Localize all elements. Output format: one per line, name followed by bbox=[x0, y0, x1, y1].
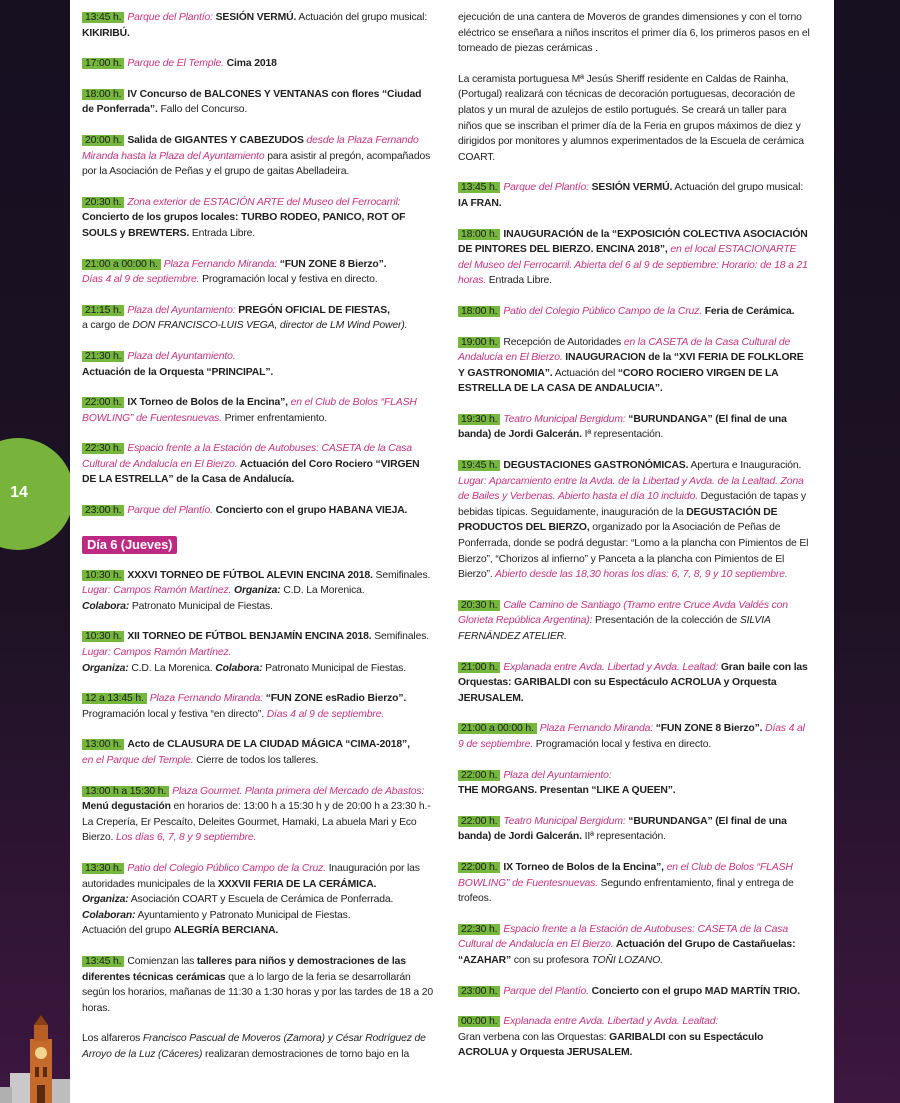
event-entry bbox=[82, 503, 434, 519]
event-text: Programación local y festiva en directo. bbox=[533, 738, 712, 750]
event-place: Plaza del Ayuntamiento: bbox=[503, 769, 612, 781]
event-place: Plaza Gourmet. Planta primera del Mercado de Abastos: bbox=[172, 785, 425, 797]
event-text: Iª representación. bbox=[581, 429, 664, 441]
event-place: Patio del Colegio Público Campo de la Cruz. bbox=[503, 305, 702, 317]
event-text: organizado por la Asociación de Peñas de Ponferrada, donde se podrá degustar: “Lomo a la plancha con Pimientos de El Bierzo”, “Chorizos al infierno” y Panceta a la plancha con Pimientos de El Bierzo”. bbox=[458, 522, 809, 581]
event-place: Explanada entre Avda. Libertad y Avda. Lealtad: bbox=[503, 1016, 719, 1028]
event-title: SESIÓN VERMÚ. bbox=[212, 12, 297, 23]
event-place: Lugar: Aparcamiento entre la Avda. de la Libertad y Avda. de la Lealtad. Zona de Bailes y Verbenas. Abierto hasta el día 10 incluido. bbox=[458, 475, 804, 503]
event-place: Plaza del Ayuntamiento. bbox=[127, 350, 236, 362]
event-time: 19:00 h. bbox=[458, 337, 500, 348]
event-time: 21:00 a 00:00 h. bbox=[458, 723, 537, 734]
event-entry bbox=[82, 784, 434, 846]
event-time: 13:45 h. bbox=[458, 182, 500, 193]
event-time: 21:00 h. bbox=[458, 662, 500, 673]
event-entry bbox=[458, 598, 810, 645]
event-entry bbox=[82, 861, 434, 939]
event-entry bbox=[82, 87, 434, 118]
event-text: Inauguración por las autoridades municipales de la bbox=[82, 862, 420, 890]
event-entry bbox=[458, 10, 810, 57]
event-text: C.D. La Morenica. bbox=[128, 662, 213, 674]
event-entry bbox=[458, 922, 810, 969]
event-time: 22:00 h. bbox=[82, 397, 124, 408]
event-text: Asociación COART y Escuela de Cerámica de Ponferrada. bbox=[128, 894, 394, 906]
event-title: SESIÓN VERMÚ. bbox=[588, 182, 673, 194]
event-entry bbox=[458, 304, 810, 320]
event-text: Presentación de la colección de bbox=[592, 615, 740, 627]
event-title: DEGUSTACIONES GASTRONÓMICAS. bbox=[503, 460, 689, 472]
event-role-label: Organiza: bbox=[231, 585, 281, 597]
event-place: Días 4 al 9 de septiembre. bbox=[82, 274, 200, 286]
event-entry bbox=[82, 303, 434, 334]
event-name: TOÑI LOZANO. bbox=[591, 954, 663, 966]
event-time: 10:30 h. bbox=[82, 570, 124, 581]
event-role-label: Organiza: bbox=[82, 662, 129, 674]
event-time: 18:00 h. bbox=[458, 306, 500, 317]
clock-tower-illustration bbox=[0, 1015, 72, 1103]
event-title: Acto de CLAUSURA DE LA CIUDAD MÁGICA “CIMA-2018”, bbox=[127, 739, 410, 751]
event-text: Entrada Libre. bbox=[485, 275, 552, 287]
event-place: Parque del Plantío: bbox=[503, 182, 589, 194]
event-place: Plaza Fernando Miranda: bbox=[539, 723, 653, 735]
event-text: Fallo del Concurso. bbox=[157, 104, 248, 116]
event-time: 23:00 h. bbox=[458, 986, 500, 997]
event-title: Actuación de la Orquesta “PRINCIPAL”. bbox=[82, 366, 274, 378]
event-time: 22:00 h. bbox=[458, 862, 500, 873]
event-place: en el Club de Bolos “FLASH BOWLING” de Fuentesnuevas. bbox=[458, 861, 793, 889]
event-place: Parque de El Temple. bbox=[127, 58, 224, 70]
event-text: para asistir al pregón, acompañados por la Asociación de Peñas y el grupo de gaitas Abelladeira. bbox=[82, 150, 431, 178]
event-entry bbox=[458, 1014, 810, 1061]
event-text: Cierre de todos los talleres. bbox=[193, 755, 319, 766]
event-entry bbox=[82, 395, 434, 426]
event-text: Los alfareros bbox=[82, 1033, 143, 1045]
event-time: 21:30 h. bbox=[82, 351, 124, 362]
event-entry bbox=[82, 1031, 434, 1062]
event-time: 13:45 h. bbox=[82, 12, 124, 23]
event-name: SILVIA FERNÁNDEZ ATELIER. bbox=[458, 615, 771, 642]
event-title: INAUGURACIÓN de la “EXPOSICIÓN COLECTIVA ASOCIACIÓN DE PINTORES DEL BIERZO. ENCINA 2018”, bbox=[458, 228, 808, 256]
event-text: a cargo de bbox=[82, 320, 133, 332]
event-place: en el local ESTACIONARTE del Museo del Ferrocarril. Abierta del 6 al 9 de septiembre: Horario: de 18 a 21 horas. bbox=[458, 244, 808, 287]
event-title: “FUN ZONE 8 Bierzo”. bbox=[276, 258, 387, 270]
event-text: Programación local y festiva “en directo”. bbox=[82, 708, 264, 720]
event-time: 00:00 h. bbox=[458, 1016, 500, 1027]
event-text: Primer enfrentamiento. bbox=[221, 412, 328, 424]
event-place: Parque del Plantío. bbox=[127, 505, 213, 517]
event-place: Zona exterior de ESTACIÓN ARTE del Museo del Ferrocarril: bbox=[127, 196, 401, 208]
event-entry bbox=[82, 257, 434, 288]
event-title: Concierto con el grupo MAD MARTÍN TRIO. bbox=[588, 985, 800, 997]
day-header: Día 6 (Jueves) bbox=[82, 536, 177, 554]
event-place: Abierto desde las 18,30 horas los días: 6, 7, 8, 9 y 10 septiembre. bbox=[492, 569, 788, 581]
left-column bbox=[82, 10, 434, 1078]
event-place: Explanada entre Avda. Libertad y Avda. Lealtad: bbox=[503, 661, 719, 673]
event-place: Plaza Fernando Miranda: bbox=[163, 258, 277, 270]
event-text: Actuación del grupo musical: bbox=[672, 182, 804, 194]
event-title: Cima 2018 bbox=[223, 58, 277, 70]
event-role-label: Colabora: bbox=[82, 600, 130, 612]
event-time: 23:00 h. bbox=[82, 505, 124, 516]
event-entry bbox=[458, 660, 810, 707]
event-title: Concierto con el grupo HABANA VIEJA. bbox=[212, 505, 408, 517]
event-place: Espacio frente a la Estación de Autobuses: CASETA de la Casa Cultural de Andalucía en El Bierzo. bbox=[82, 443, 412, 470]
event-entry bbox=[458, 860, 810, 907]
event-place: Patio del Colegio Público Campo de la Cruz. bbox=[127, 862, 326, 874]
page-number: 14 bbox=[10, 484, 28, 501]
event-title: GARIBALDI con su Espectáculo ACROLUA y Orquesta JERUSALEM. bbox=[458, 1031, 764, 1059]
event-title: Actuación del Coro Rociero “VIRGEN DE LA ESTRELLA” de la Casa de Andalucía. bbox=[82, 458, 420, 486]
event-title: Salida de GIGANTES Y CABEZUDOS bbox=[127, 134, 307, 146]
event-text: Actuación del grupo musical: bbox=[296, 12, 428, 23]
event-place: en la CASETA de la Casa Cultural de Andalucía en El Bierzo. bbox=[458, 336, 791, 364]
event-time: 20:00 h. bbox=[82, 135, 124, 146]
event-title: Feria de Cerámica. bbox=[701, 305, 795, 317]
event-time: 13:00 h. bbox=[82, 739, 124, 750]
event-entry bbox=[82, 349, 434, 380]
event-role-label: Colaboran: bbox=[82, 909, 136, 921]
event-text: C.D. La Morenica. bbox=[280, 585, 365, 597]
event-text: en horarios de: 13:00 h a 15:30 h y de 20:00 h a 23:30 h.- La Crepería, Er Pescaíto, Deleites Gourmet, Hamaki, La abuela Mari y Eco Bierzo. bbox=[82, 801, 431, 844]
event-title: INAUGURACION de la “XVI FERIA DE FOLKLORE Y GASTRONOMIA”. bbox=[458, 352, 804, 379]
event-title: “FUN ZONE 8 Bierzo”. bbox=[652, 723, 763, 735]
event-text: que a lo largo de la feria se desarrollarán según los horarios, mañanas de 11:30 a 1:30 horas y por las tardes de 18 a 20 horas. bbox=[82, 971, 434, 1014]
event-text: La ceramista portuguesa Mª Jesús Sheriff residente en Caldas de Rainha, (Portugal) realizará con técnicas de decoración portuguesas, decoración de platos y un mural de azulejos de estilo portugués. Se creará un taller para niños que se inscriban el primer día de la Feria en grupos máximos de diez y dirigidos por monitores y alumnos experimentados de la Escuela de cerámica COART. bbox=[458, 73, 804, 163]
event-entry bbox=[82, 133, 434, 180]
event-time: 22:30 h. bbox=[458, 924, 500, 935]
event-text: Gran verbena con las Orquestas: bbox=[458, 1031, 610, 1043]
event-title: “CORO ROCIERO VIRGEN DE LA ESTRELLA DE LA CASA DE ANDALUCIA”. bbox=[458, 367, 779, 395]
event-entry bbox=[82, 954, 434, 1016]
event-title: IA FRAN. bbox=[458, 197, 502, 209]
event-title: Actuación del Grupo de Castañuelas: “AZAHAR” bbox=[458, 939, 796, 966]
event-place: Parque del Plantío: bbox=[127, 12, 213, 23]
event-time: 18:00 h. bbox=[458, 229, 500, 240]
event-title: talleres para niños y demostraciones de las diferentes técnicas cerámicas bbox=[82, 955, 406, 983]
event-time: 21:00 a 00:00 h. bbox=[82, 259, 161, 270]
event-text: Entrada Libre. bbox=[189, 227, 256, 239]
event-time: 22:00 h. bbox=[458, 816, 500, 827]
event-place: Días 4 al 9 de septiembre. bbox=[458, 723, 805, 750]
event-time: 20:30 h. bbox=[82, 197, 124, 208]
event-place: Parque del Plantío. bbox=[503, 985, 589, 997]
event-place: Teatro Municipal Bergidum: bbox=[503, 413, 626, 425]
event-time: 22:00 h. bbox=[458, 770, 500, 781]
event-entry bbox=[458, 72, 810, 166]
event-title: IX Torneo de Bolos de la Encina”, bbox=[127, 397, 288, 409]
event-text: Degustación de tapas y bebidas típicas. Seguidamente, inauguración de la bbox=[458, 491, 806, 518]
event-entry bbox=[82, 568, 434, 615]
event-title: KIKIRIBÚ. bbox=[82, 27, 130, 39]
event-title: XXXVI TORNEO DE FÚTBOL ALEVIN ENCINA 2018. bbox=[127, 569, 373, 581]
event-place: Espacio frente a la Estación de Autobuses: CASETA de la Casa Cultural de Andalucía en El Bierzo. bbox=[458, 923, 788, 951]
event-time: 19:30 h. bbox=[458, 414, 500, 425]
event-text: Comienzan las bbox=[127, 955, 197, 967]
event-entry bbox=[82, 691, 434, 722]
event-time: 13:00 h a 15:30 h. bbox=[82, 786, 169, 797]
event-place: Los días 6, 7, 8 y 9 septiembre. bbox=[113, 832, 257, 844]
event-text: Recepción de Autoridades bbox=[503, 336, 624, 348]
event-text: Actuación del grupo bbox=[82, 925, 174, 937]
event-text: Patronato Municipal de Fiestas. bbox=[262, 662, 407, 674]
event-time: 21:15 h. bbox=[82, 305, 124, 316]
event-place: Calle Camino de Santiago (Tramo entre Cruce Avda Valdés con Glorieta República Argentina): bbox=[458, 599, 788, 627]
event-entry bbox=[458, 227, 810, 289]
event-title: “FUN ZONE esRadio Bierzo”. bbox=[262, 693, 407, 705]
event-title: XII TORNEO DE FÚTBOL BENJAMÍN ENCINA 2018. bbox=[127, 631, 372, 643]
event-name: DON FRANCISCO-LUIS VEGA, director de LM Wind Power). bbox=[132, 320, 408, 332]
event-time: 10:30 h. bbox=[82, 631, 124, 642]
event-text: Segundo enfrentamiento, final y entrega de trofeos. bbox=[458, 877, 794, 905]
event-text: Semifinales. bbox=[372, 569, 431, 581]
event-text: IIª representación. bbox=[581, 831, 666, 843]
event-entry bbox=[458, 335, 810, 397]
event-title: XXXVII FERIA DE LA CERÁMICA. bbox=[217, 878, 377, 890]
event-title: IX Torneo de Bolos de la Encina”, bbox=[503, 861, 664, 873]
event-title: “BURUNDANGA” (El final de una banda) de Jordi Galcerán. bbox=[458, 815, 787, 843]
event-entry bbox=[458, 984, 810, 1000]
event-text: Actuación del bbox=[552, 367, 618, 379]
event-place: Teatro Municipal Bergidum: bbox=[503, 815, 626, 827]
event-place: Lugar: Campos Ramón Martínez. bbox=[82, 647, 232, 659]
event-text: con su profesora bbox=[511, 954, 592, 966]
event-text: Apertura e Inauguración. bbox=[688, 460, 802, 472]
event-time: 18:00 h. bbox=[82, 89, 124, 100]
event-entry bbox=[82, 56, 434, 72]
event-entry bbox=[82, 10, 434, 41]
event-text: Programación local y festiva en directo. bbox=[199, 274, 378, 286]
event-text: realizaran demostraciones de torno bajo en la bbox=[202, 1048, 410, 1060]
event-place: Días 4 al 9 de septiembre. bbox=[263, 708, 385, 720]
event-entry bbox=[458, 721, 810, 752]
event-title: DEGUSTACIÓN DE PRODUCTOS DEL BIERZO, bbox=[458, 506, 778, 534]
event-entry bbox=[82, 629, 434, 676]
event-entry bbox=[458, 412, 810, 443]
event-title: THE MORGANS. Presentan “LIKE A QUEEN”. bbox=[458, 785, 676, 797]
event-place: desde la Plaza Fernando Miranda hasta la Plaza del Ayuntamiento bbox=[82, 134, 419, 162]
event-place: en el Parque del Temple. bbox=[82, 755, 194, 766]
event-title: Gran baile con las Orquestas: GARIBALDI con su Espectáculo ACROLUA y Orquesta JERUSALEM. bbox=[458, 661, 808, 704]
event-title: Concierto de los grupos locales: TURBO RODEO, PANICO, ROT OF SOULS y BREWTERS. bbox=[82, 212, 406, 239]
event-title: PREGÓN OFICIAL DE FIESTAS, bbox=[235, 304, 390, 316]
event-place: Plaza del Ayuntamiento: bbox=[127, 304, 236, 316]
event-entry bbox=[458, 814, 810, 845]
event-time: 12 a 13:45 h. bbox=[82, 693, 147, 704]
event-title: Menú degustación bbox=[82, 801, 171, 813]
event-name: Francisco Pascual de Moveros (Zamora) y César Rodríguez de Arroyo de la Luz (Cáceres) bbox=[82, 1033, 426, 1060]
right-column bbox=[458, 10, 810, 1076]
event-title: ALEGRÍA BERCIANA. bbox=[173, 925, 279, 937]
event-place: Plaza Fernando Miranda: bbox=[149, 693, 263, 705]
event-text: Semifinales. bbox=[371, 631, 429, 643]
event-title: “BURUNDANGA” (El final de una banda) de Jordi Galcerán. bbox=[458, 413, 787, 441]
event-entry bbox=[458, 768, 810, 799]
event-time: 22:30 h. bbox=[82, 443, 124, 454]
event-text: Ayuntamiento y Patronato Municipal de Fiestas. bbox=[135, 909, 351, 921]
event-role-label: Colabora: bbox=[212, 662, 263, 674]
event-entry bbox=[82, 737, 434, 768]
event-place: en el Club de Bolos “FLASH BOWLING” de Fuentesnuevas. bbox=[82, 397, 417, 424]
event-time: 13:30 h. bbox=[82, 863, 124, 874]
event-time: 13:45 h. bbox=[82, 956, 124, 967]
event-entry bbox=[82, 195, 434, 242]
event-entry bbox=[458, 180, 810, 211]
event-time: 19:45 h. bbox=[458, 460, 500, 471]
event-title: IV Concurso de BALCONES Y VENTANAS con flores “Ciudad de Ponferrada”. bbox=[82, 88, 422, 116]
event-place: Lugar: Campos Ramón Martínez. bbox=[82, 585, 232, 597]
event-entry bbox=[82, 441, 434, 488]
event-time: 20:30 h. bbox=[458, 600, 500, 611]
program-page bbox=[70, 0, 834, 1103]
event-role-label: Organiza: bbox=[82, 894, 129, 906]
event-text: Patronato Municipal de Fiestas. bbox=[129, 600, 273, 612]
event-entry bbox=[458, 458, 810, 583]
event-time: 17:00 h. bbox=[82, 58, 124, 69]
event-text: ejecución de una cantera de Moveros de grandes dimensiones y con el torno eléctrico se enseñara a niños inscritos el primer día 6, los primeros pasos en el torneado de piezas cerámicas . bbox=[458, 12, 810, 55]
